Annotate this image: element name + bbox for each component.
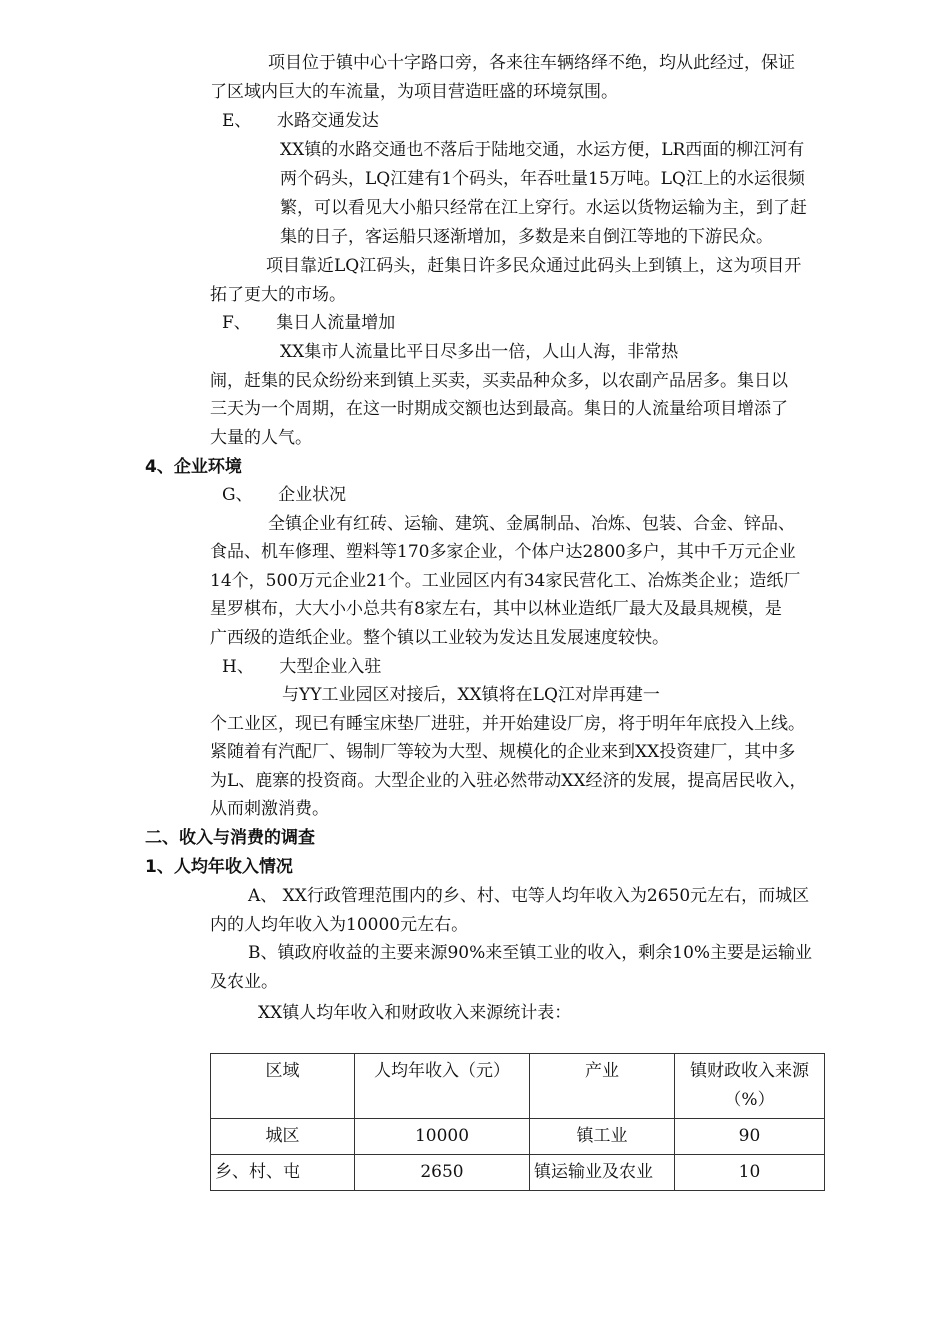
body-text-line: 两个码头，LQ江建有1个码头，年吞吐量15万吨。LQ江上的水运很频 — [280, 169, 805, 189]
table-cell: 90 — [675, 1119, 825, 1155]
table-header-cell: 人均年收入（元） — [355, 1054, 530, 1119]
body-text-line: XX集市人流量比平日尽多出一倍，人山人海，非常热 — [280, 342, 679, 362]
subsection-heading: H、 大型企业入驻 — [222, 657, 382, 677]
body-text-line: 食品、机车修理、塑料等170多家企业，个体户达2800多户，其中千万元企业 — [210, 542, 796, 562]
body-text-line: 内的人均年收入为10000元左右。 — [210, 915, 469, 935]
body-text-line: 紧随着有汽配厂、锡制厂等较为大型、规模化的企业来到XX投资建厂，其中多 — [210, 742, 796, 762]
chapter-heading: 二、收入与消费的调查 — [145, 828, 315, 848]
table-cell: 10000 — [355, 1119, 530, 1155]
income-statistics-table — [210, 1053, 825, 1191]
table-cell: 镇运输业及农业 — [530, 1155, 675, 1191]
table-cell: 乡、村、屯 — [211, 1155, 355, 1191]
table-header-cell: 镇财政收入来源（%） — [675, 1054, 825, 1119]
body-text-line: A、 XX行政管理范围内的乡、村、屯等人均年收入为2650元左右，而城区 — [248, 886, 810, 906]
table-caption: XX镇人均年收入和财政收入来源统计表： — [258, 1003, 572, 1023]
subsection-heading: F、 集日人流量增加 — [222, 313, 396, 333]
body-text-line: 与YY工业园区对接后，XX镇将在LQ江对岸再建一 — [282, 685, 660, 705]
section-heading: 1、人均年收入情况 — [145, 857, 293, 877]
body-text-line: 14个，500万元企业21个。工业园区内有34家民营化工、冶炼类企业；造纸厂 — [210, 571, 801, 591]
body-text-line: B、镇政府收益的主要来源90%来至镇工业的收入，剩余10%主要是运输业 — [248, 943, 813, 963]
body-text-line: 集的日子，客运船只逐渐增加，多数是来自倒江等地的下游民众。 — [280, 227, 773, 247]
table-header-cell: 区域 — [211, 1054, 355, 1119]
body-text-line: 拓了更大的市场。 — [210, 285, 346, 305]
body-text-line: 个工业区，现已有睡宝床垫厂进驻，并开始建设厂房，将于明年年底投入上线。 — [210, 714, 805, 734]
subsection-heading: E、 水路交通发达 — [222, 111, 379, 131]
section-heading: 4、企业环境 — [145, 457, 242, 477]
body-text-line: 广西级的造纸企业。整个镇以工业较为发达且发展速度较快。 — [210, 628, 669, 648]
body-text-line: 项目靠近LQ江码头，赶集日许多民众通过此码头上到镇上，这为项目开 — [266, 256, 802, 276]
table-row — [211, 1119, 825, 1155]
table-cell: 2650 — [355, 1155, 530, 1191]
body-text-line: 大量的人气。 — [210, 428, 312, 448]
body-text-line: 星罗棋布，大大小小总共有8家左右，其中以林业造纸厂最大及最具规模，是 — [210, 599, 782, 619]
subsection-heading: G、 企业状况 — [222, 485, 347, 505]
body-text-line: 闹，赶集的民众纷纷来到镇上买卖，买卖品种众多，以农副产品居多。集日以 — [210, 371, 788, 391]
body-text-line: 繁，可以看见大小船只经常在江上穿行。水运以货物运输为主，到了赶 — [280, 198, 807, 218]
table-cell: 城区 — [211, 1119, 355, 1155]
body-text-line: XX镇的水路交通也不落后于陆地交通，水运方便，LR西面的柳江河有 — [280, 140, 805, 160]
body-text-line: 从而刺激消费。 — [210, 799, 329, 819]
body-text-line: 全镇企业有红砖、运输、建筑、金属制品、冶炼、包装、合金、锌品、 — [268, 514, 795, 534]
body-text-line: 项目位于镇中心十字路口旁，各来往车辆络绎不绝，均从此经过，保证 — [268, 53, 795, 73]
body-text-line: 三天为一个周期，在这一时期成交额也达到最高。集日的人流量给项目增添了 — [210, 399, 788, 419]
table-cell: 10 — [675, 1155, 825, 1191]
body-text-line: 为L、鹿寨的投资商。大型企业的入驻必然带动XX经济的发展，提高居民收入， — [210, 771, 807, 791]
table-row — [211, 1155, 825, 1191]
table-cell: 镇工业 — [530, 1119, 675, 1155]
body-text-line: 及农业。 — [210, 972, 278, 992]
table-header-cell: 产业 — [530, 1054, 675, 1119]
table-header-row — [211, 1054, 825, 1119]
body-text-line: 了区域内巨大的车流量，为项目营造旺盛的环境氛围。 — [210, 82, 618, 102]
